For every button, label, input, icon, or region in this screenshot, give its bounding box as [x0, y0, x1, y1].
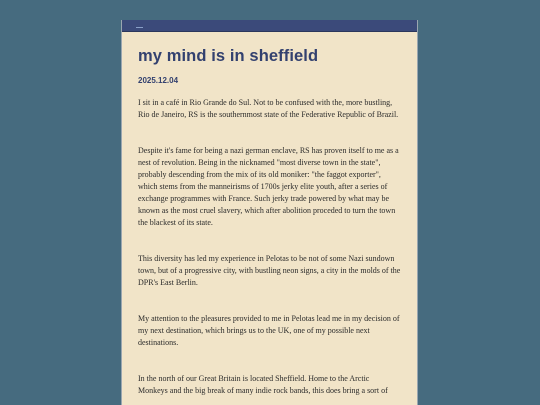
post-content: [122, 46, 417, 397]
blog-page: [121, 20, 418, 405]
post-paragraph-4: My attention to the pleasures provided to me in Pelotas lead me in my decision of my next destination, which brings us to the UK, one of my possible next destinations.: [138, 314, 400, 347]
post-paragraph-5: In the north of our Great Britain is located Sheffield. Home to the Arctic Monkeys and the big break of many indie rock bands, this does bring a sort of: [138, 374, 388, 395]
post-paragraph-2: Despite it's fame for being a nazi german enclave, RS has proven itself to me as a nest of revolution. Being in the nicknamed "most diverse town in the state", probably descending from the mix of its old moniker: "the faggot exporter", which stems from the manneirisms of 1700s jerky elite youth, after a series of exchange programmes with France. Such jerky trade powered by what may be known as the most cruel slavery, which after abolition proceded to turn the town the blackest of its state.: [138, 146, 399, 227]
post-title: my mind is in sheffield: [138, 47, 319, 65]
top-bar-mark: [136, 27, 143, 28]
post-paragraph-3: This diversity has led my experience in Pelotas to be not of some Nazi sundown town, but of a progressive city, with bustling neon signs, a city in the molds of the DPR's East Berlin.: [138, 254, 401, 287]
top-bar: [122, 20, 417, 32]
post-date: 2025.12.04: [138, 76, 179, 85]
post-paragraph-1: I sit in a café in Rio Grande do Sul. Not to be confused with the, more bustling, Rio de Janeiro, RS is the southernmost state of the Federative Republic of Brazil.: [138, 98, 399, 119]
